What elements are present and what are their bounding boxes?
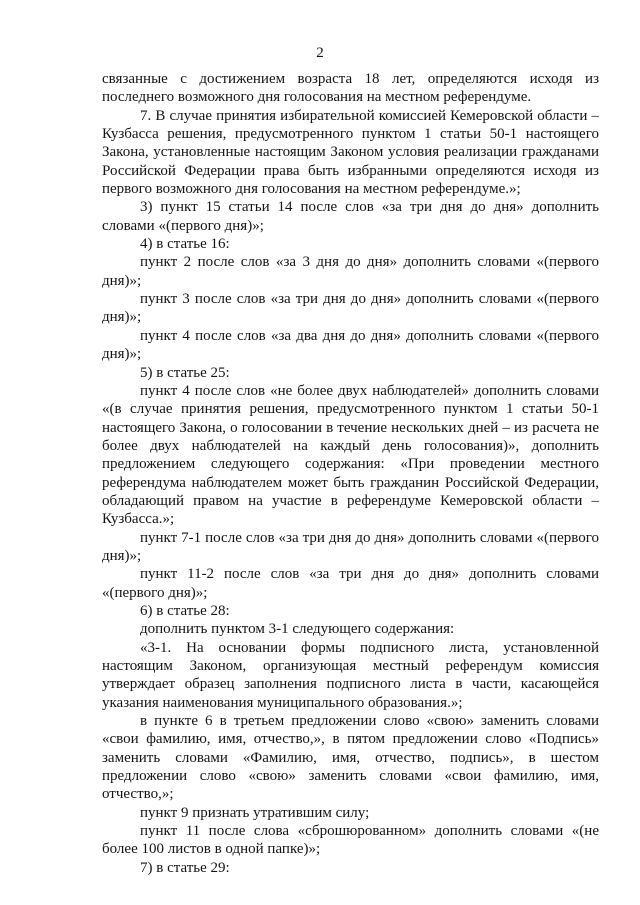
paragraph-art28-point-6: в пункте 6 в третьем предложении слово «свою» заменить словами «свои фамилию, имя, отчество,», в пятом предложении слово «Подпись» заменить словами «Фамилию, имя, отчество, подпись», в шестом предложении слово «свою» заменить словами «свои фамилию, имя, отчество,»;	[102, 713, 599, 803]
paragraph-art16-point-4: пункт 4 после слов «за два дня до дня» дополнить словами «(первого дня)»;	[102, 327, 599, 363]
paragraph-amendment-5-heading: 5) в статье 25:	[140, 364, 230, 381]
paragraph-art28-point-9: пункт 9 признать утратившим силу;	[140, 804, 370, 821]
paragraph-art28-point-3-1-text: «3-1. На основании формы подписного листа, установленной настоящим Законом, организующая местный референдум комиссия утверждает образец заполнения подписного листа в части, касающейся указания наименования муниципального образования.»;	[102, 639, 599, 711]
paragraph-item-7: 7. В случае принятия избирательной комиссией Кемеровской области – Кузбасса решения, предусмотренного пунктом 1 статьи 50-1 настоящего Закона, установленные настоящим Законом условия реализации гражданами Российской Федерации права быть избранными определяются исходя из первого возможного дня голосования на местном референдуме.»;	[102, 107, 599, 198]
paragraph-art25-point-11-2: пункт 11-2 после слов «за три дня до дня» дополнить словами «(первого дня)»;	[102, 566, 599, 601]
paragraph-amendment-4-heading: 4) в статье 16:	[140, 236, 230, 253]
paragraph-amendment-3: 3) пункт 15 статьи 14 после слов «за три дня до дня» дополнить словами «(первого дня)»;	[102, 199, 599, 234]
paragraph-amendment-7-heading: 7) в статье 29:	[140, 859, 230, 876]
paragraph-art25-point-7-1: пункт 7-1 после слов «за три дня до дня» дополнить словами «(первого дня)»;	[102, 529, 599, 564]
paragraph-art16-point-2: пункт 2 после слов «за 3 дня до дня» дополнить словами «(первого дня)»;	[102, 254, 599, 289]
paragraph-art25-point-4: пункт 4 после слов «не более двух наблюдателей» дополнить словами «(в случае принятия решения, предусмотренного пунктом 1 статьи 50-1 настоящего Закона, о голосовании в течение нескольких дней – из расчета не более двух наблюдателей на каждый день голосования)», дополнить предложением следующего содержания: «При проведении местного референдума наблюдателем может быть гражданин Российской Федерации, обладающий правом на участие в референдуме Кемеровской области – Кузбасса.»;	[102, 382, 599, 528]
page-number: 2	[316, 45, 324, 61]
document-body	[102, 70, 599, 877]
paragraph-art16-point-3: пункт 3 после слов «за три дня до дня» дополнить словами «(первого дня)»;	[102, 291, 599, 326]
paragraph-age-conditions: связанные с достижением возраста 18 лет, определяются исходя из последнего возможного дня голосования на местном референдуме.	[102, 71, 599, 106]
paragraph-art28-point-11: пункт 11 после слова «сброшюрованном» дополнить словами «(не более 100 листов в одной папке)»;	[102, 823, 599, 858]
paragraph-art28-add-3-1: дополнить пунктом 3-1 следующего содержания:	[140, 621, 455, 638]
paragraph-amendment-6-heading: 6) в статье 28:	[140, 602, 230, 619]
